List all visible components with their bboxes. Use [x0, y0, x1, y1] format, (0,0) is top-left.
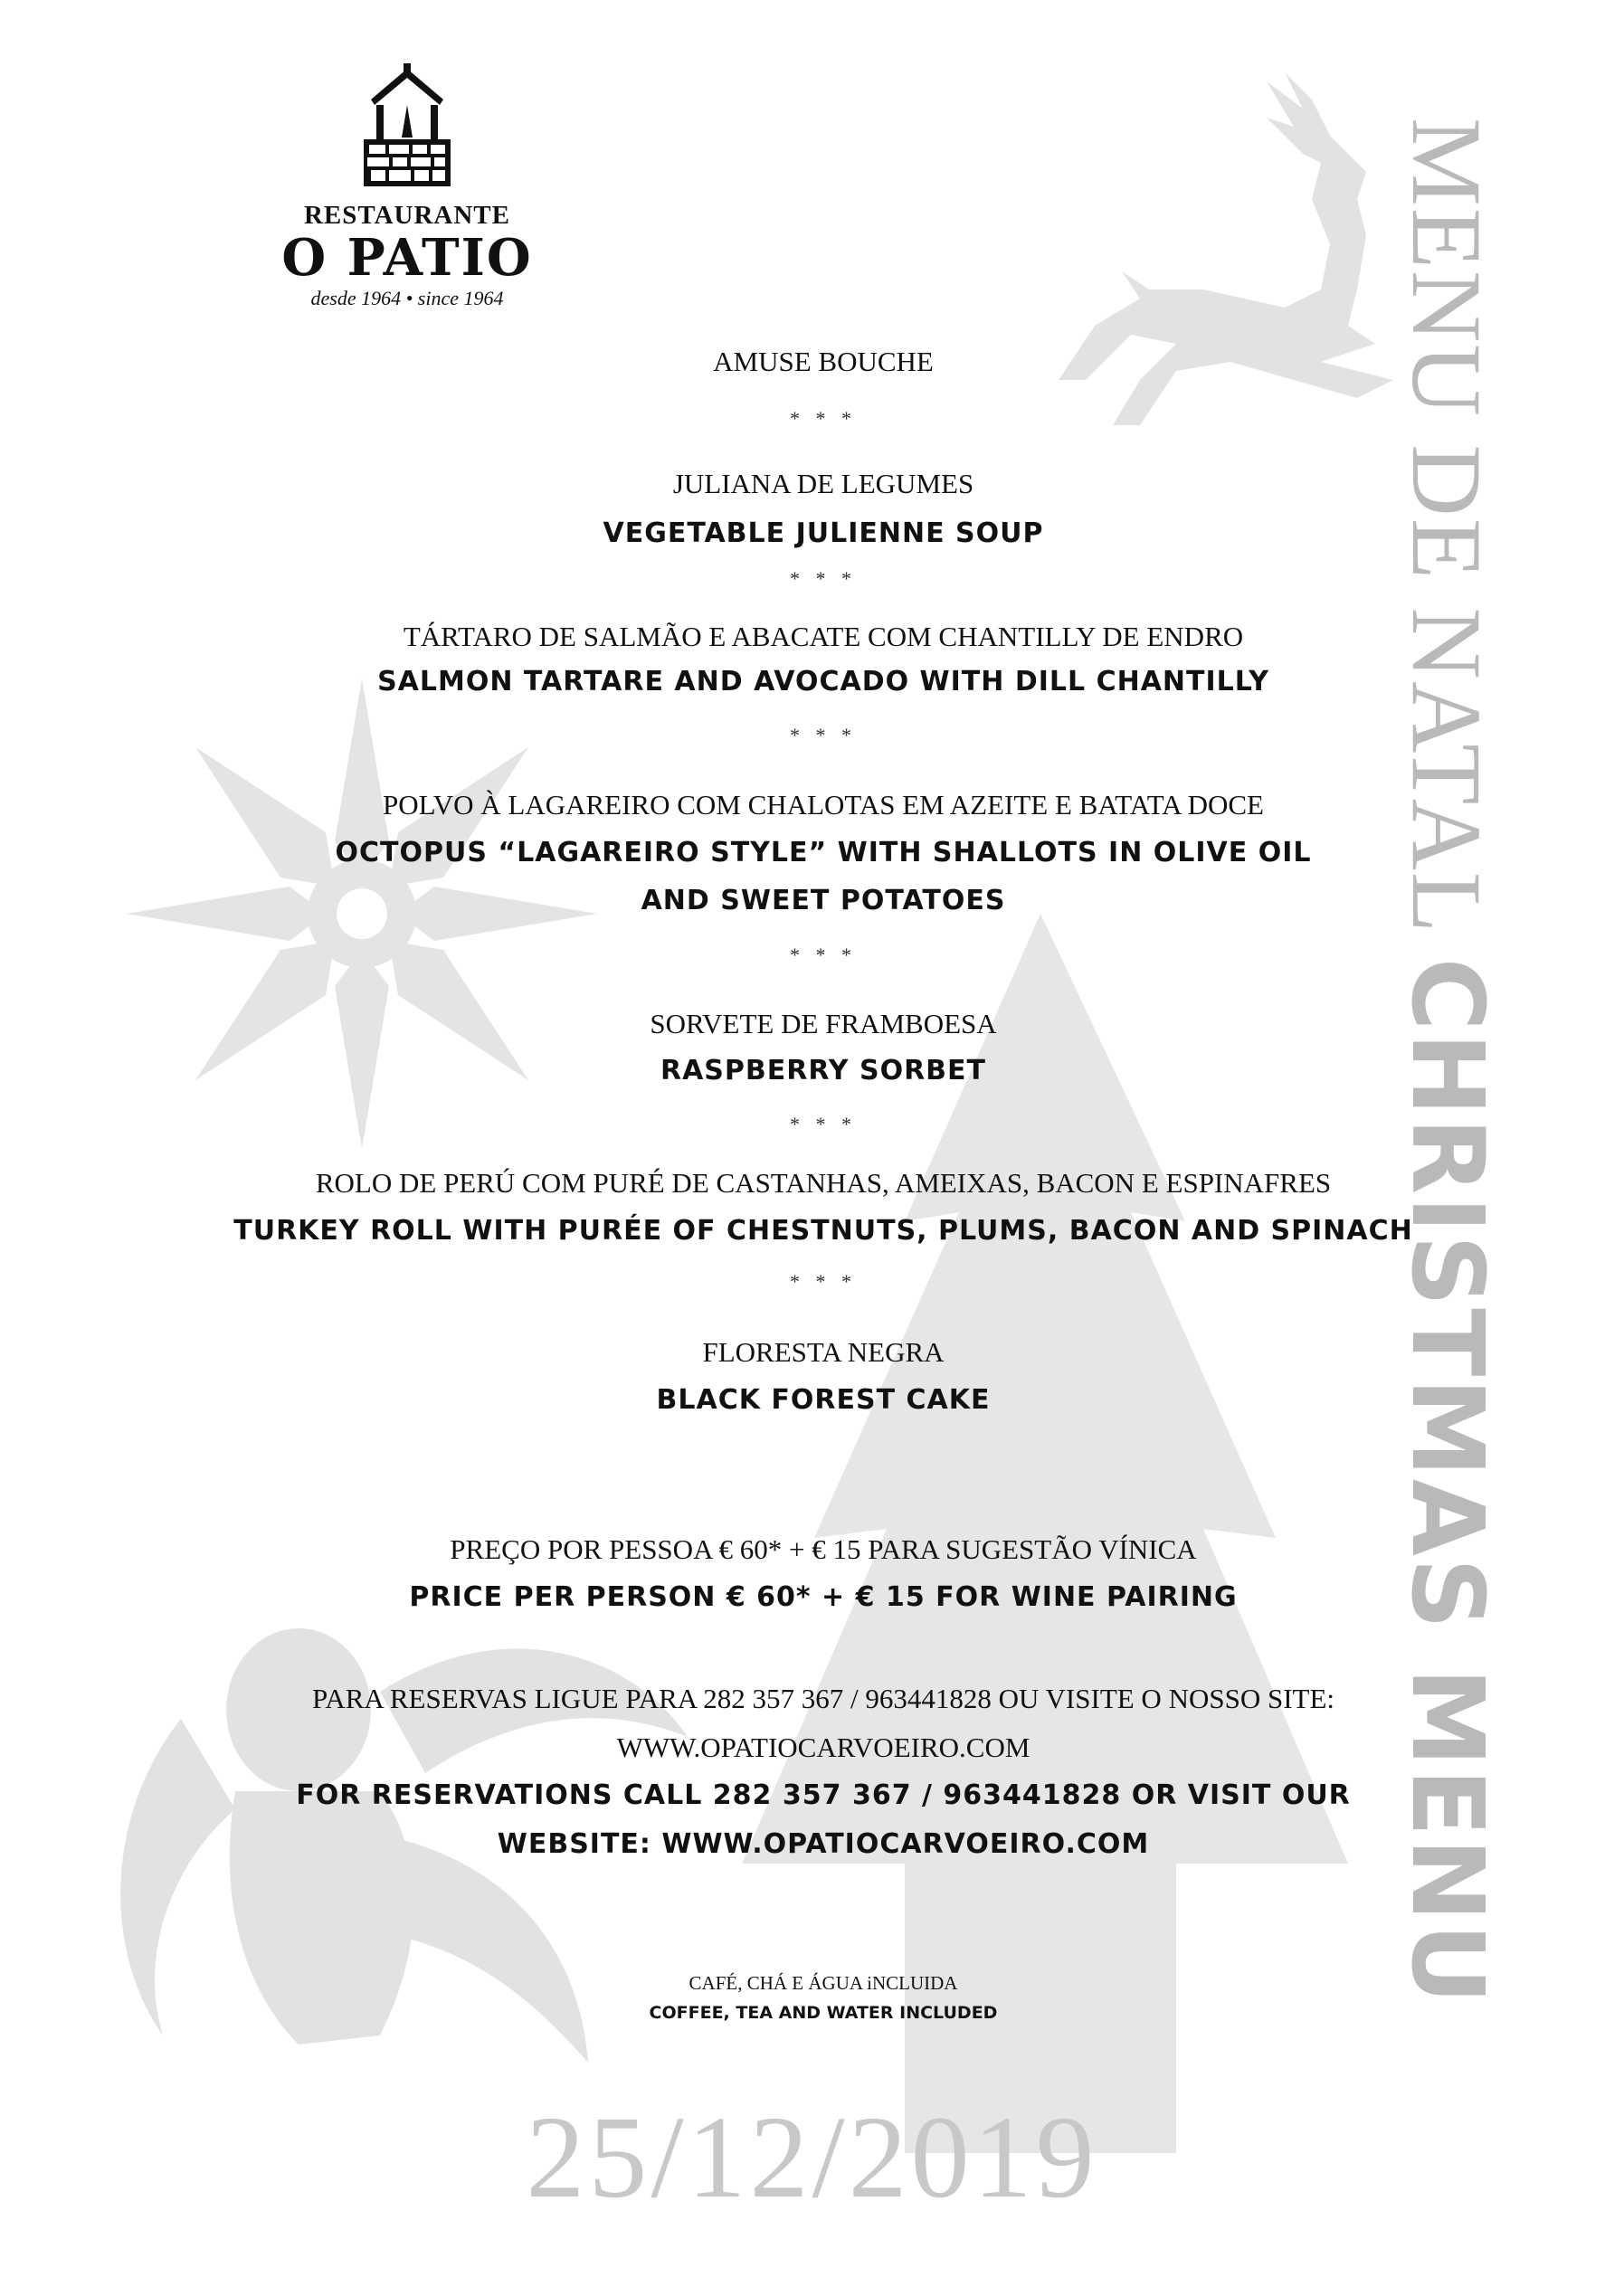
turkey-pt: ROLO DE PERÚ COM PURÉ DE CASTANHAS, AMEIXAS, BACON E ESPINAFRES	[315, 1167, 1332, 1199]
logo-restaurante: RESTAURANTE	[303, 201, 510, 230]
amuse-bouche: AMUSE BOUCHE	[713, 346, 934, 377]
soup-pt: JULIANA DE LEGUMES	[672, 468, 974, 499]
side-title-pt: MENU DE NATAL	[1391, 118, 1502, 958]
included-pt: CAFÉ, CHÁ E ÁGUA iNCLUIDA	[689, 1972, 958, 1994]
turkey-en: TURKEY ROLL WITH PURÉE OF CHESTNUTS, PLUMS, BACON AND SPINACH	[233, 1215, 1413, 1247]
price-pt: PREÇO POR PESSOA € 60* + € 15 PARA SUGESTÃO VÍNICA	[450, 1533, 1197, 1565]
sorbet-en: RASPBERRY SORBET	[660, 1055, 987, 1086]
sorbet-pt: SORVETE DE FRAMBOESA	[650, 1008, 997, 1039]
cake-pt: FLORESTA NEGRA	[702, 1336, 945, 1368]
tartare-en: SALMON TARTARE AND AVOCADO WITH DILL CHANTILLY	[377, 666, 1269, 697]
separator: * * *	[790, 944, 857, 966]
separator: * * *	[790, 567, 857, 590]
reservations-en-2: WEBSITE: WWW.OPATIOCARVOEIRO.COM	[497, 1828, 1150, 1860]
separator: * * *	[790, 1270, 857, 1293]
separator: * * *	[790, 407, 857, 430]
included-en: COFFEE, TEA AND WATER INCLUDED	[649, 2003, 998, 2023]
logo-name: O PATIO	[281, 228, 533, 288]
octopus-en-2: AND SWEET POTATOES	[641, 885, 1006, 916]
logo-since: desde 1964 • since 1964	[310, 287, 504, 309]
octopus-en-1: OCTOPUS “LAGAREIRO STYLE” WITH SHALLOTS IN OLIVE OIL	[335, 837, 1312, 868]
reservations-en-1: FOR RESERVATIONS CALL 282 357 367 / 963441828 OR VISIT OUR	[296, 1779, 1351, 1811]
price-en: PRICE PER PERSON € 60* + € 15 FOR WINE PAIRING	[409, 1581, 1238, 1613]
side-title-en: CHRISTMAS MENU	[1390, 957, 1505, 2007]
cake-en: BLACK FOREST CAKE	[656, 1384, 991, 1416]
separator: * * *	[790, 724, 857, 746]
side-title	[1375, 118, 1520, 2108]
tartare-pt: TÁRTARO DE SALMÃO E ABACATE COM CHANTILLY DE ENDRO	[403, 621, 1244, 652]
reservations-pt-2: WWW.OPATIOCARVOEIRO.COM	[616, 1731, 1030, 1763]
reservations-pt-1: PARA RESERVAS LIGUE PARA 282 357 367 / 963441828 OU VISITE O NOSSO SITE:	[311, 1683, 1335, 1714]
octopus-pt: POLVO À LAGAREIRO COM CHALOTAS EM AZEITE E BATATA DOCE	[383, 789, 1264, 821]
separator: * * *	[790, 1113, 857, 1135]
soup-en: VEGETABLE JULIENNE SOUP	[603, 517, 1044, 549]
menu-date: 25/12/2019	[526, 2092, 1098, 2223]
menu-content	[208, 0, 1439, 2081]
